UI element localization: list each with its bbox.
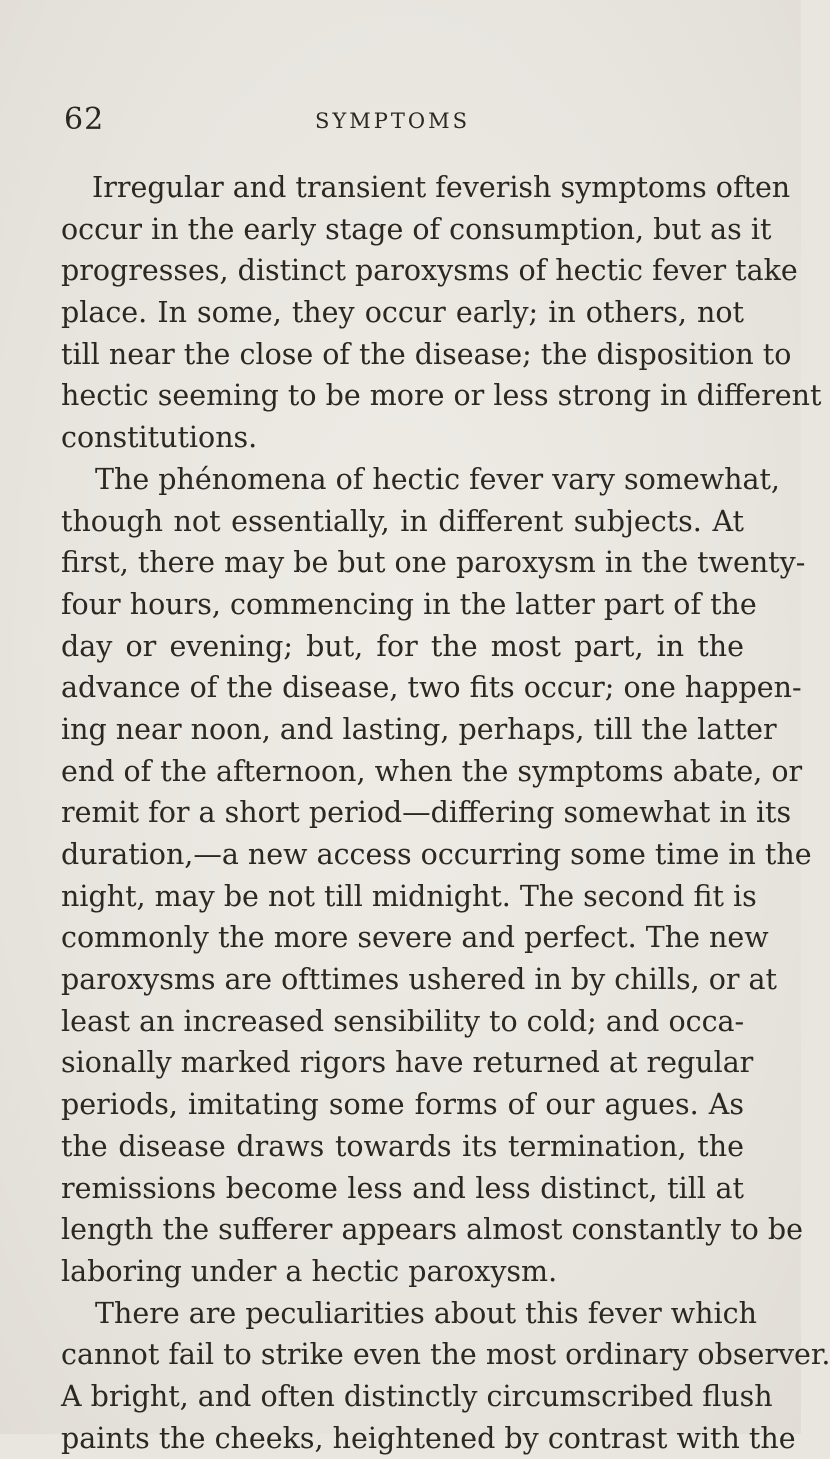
text-line: four hours, commencing in the latter part of the bbox=[61, 587, 757, 621]
text-line: day or evening; but, for the most part, in the bbox=[61, 629, 744, 663]
text-line: till near the close of the disease; the disposition to bbox=[61, 337, 792, 371]
text-line: ing near noon, and lasting, perhaps, till the latter bbox=[61, 712, 777, 746]
text-line: There are peculiarities about this fever which bbox=[95, 1296, 757, 1330]
text-line: first, there may be but one paroxysm in the twenty- bbox=[61, 546, 806, 580]
text-line: though not essentially, in different subjects. At bbox=[61, 504, 744, 538]
text-line: Irregular and transient feverish symptoms often bbox=[92, 171, 791, 204]
running-head: SYMPTOMS bbox=[315, 109, 470, 133]
text-line: progresses, distinct paroxysms of hectic fever take bbox=[61, 254, 798, 288]
text-line: sionally marked rigors have returned at regular bbox=[61, 1046, 754, 1080]
text-line: end of the afternoon, when the symptoms abate, or bbox=[61, 754, 803, 788]
text-line: night, may be not till midnight. The second fit is bbox=[61, 879, 757, 913]
text-line: least an increased sensibility to cold; and occa- bbox=[61, 1004, 745, 1038]
text-line: A bright, and often distinctly circumscribed flush bbox=[61, 1379, 773, 1413]
text-line: length the sufferer appears almost constantly to be bbox=[61, 1213, 803, 1247]
text-line: commonly the more severe and perfect. The new bbox=[61, 921, 769, 955]
text-line: laboring under a hectic paroxysm. bbox=[61, 1254, 558, 1288]
text-line: place. In some, they occur early; in others, not bbox=[61, 296, 744, 330]
text-line: cannot fail to strike even the most ordinary observer. bbox=[61, 1338, 830, 1372]
text-line: The phénomena of hectic fever vary somewhat, bbox=[95, 462, 780, 496]
text-line: paroxysms are ofttimes ushered in by chills, or at bbox=[61, 963, 777, 997]
text-line: remit for a short period—differing somewhat in its bbox=[61, 796, 792, 830]
body-text bbox=[61, 167, 830, 1459]
page-number: 62 bbox=[64, 102, 105, 137]
text-line: remissions become less and less distinct, till at bbox=[61, 1171, 744, 1205]
text-line: periods, imitating some forms of our agues. As bbox=[61, 1088, 744, 1122]
text-line: duration,—a new access occurring some time in the bbox=[61, 838, 812, 871]
text-line: the disease draws towards its termination, the bbox=[61, 1129, 744, 1163]
text-line: constitutions. bbox=[61, 421, 258, 455]
text-line: paints the cheeks, heightened by contrast with the bbox=[61, 1421, 796, 1455]
text-line: occur in the early stage of consumption, but as it bbox=[61, 212, 772, 246]
page-header bbox=[64, 100, 744, 140]
text-line: advance of the disease, two fits occur; one happen- bbox=[61, 671, 802, 705]
text-line: hectic seeming to be more or less strong in different bbox=[61, 379, 822, 413]
